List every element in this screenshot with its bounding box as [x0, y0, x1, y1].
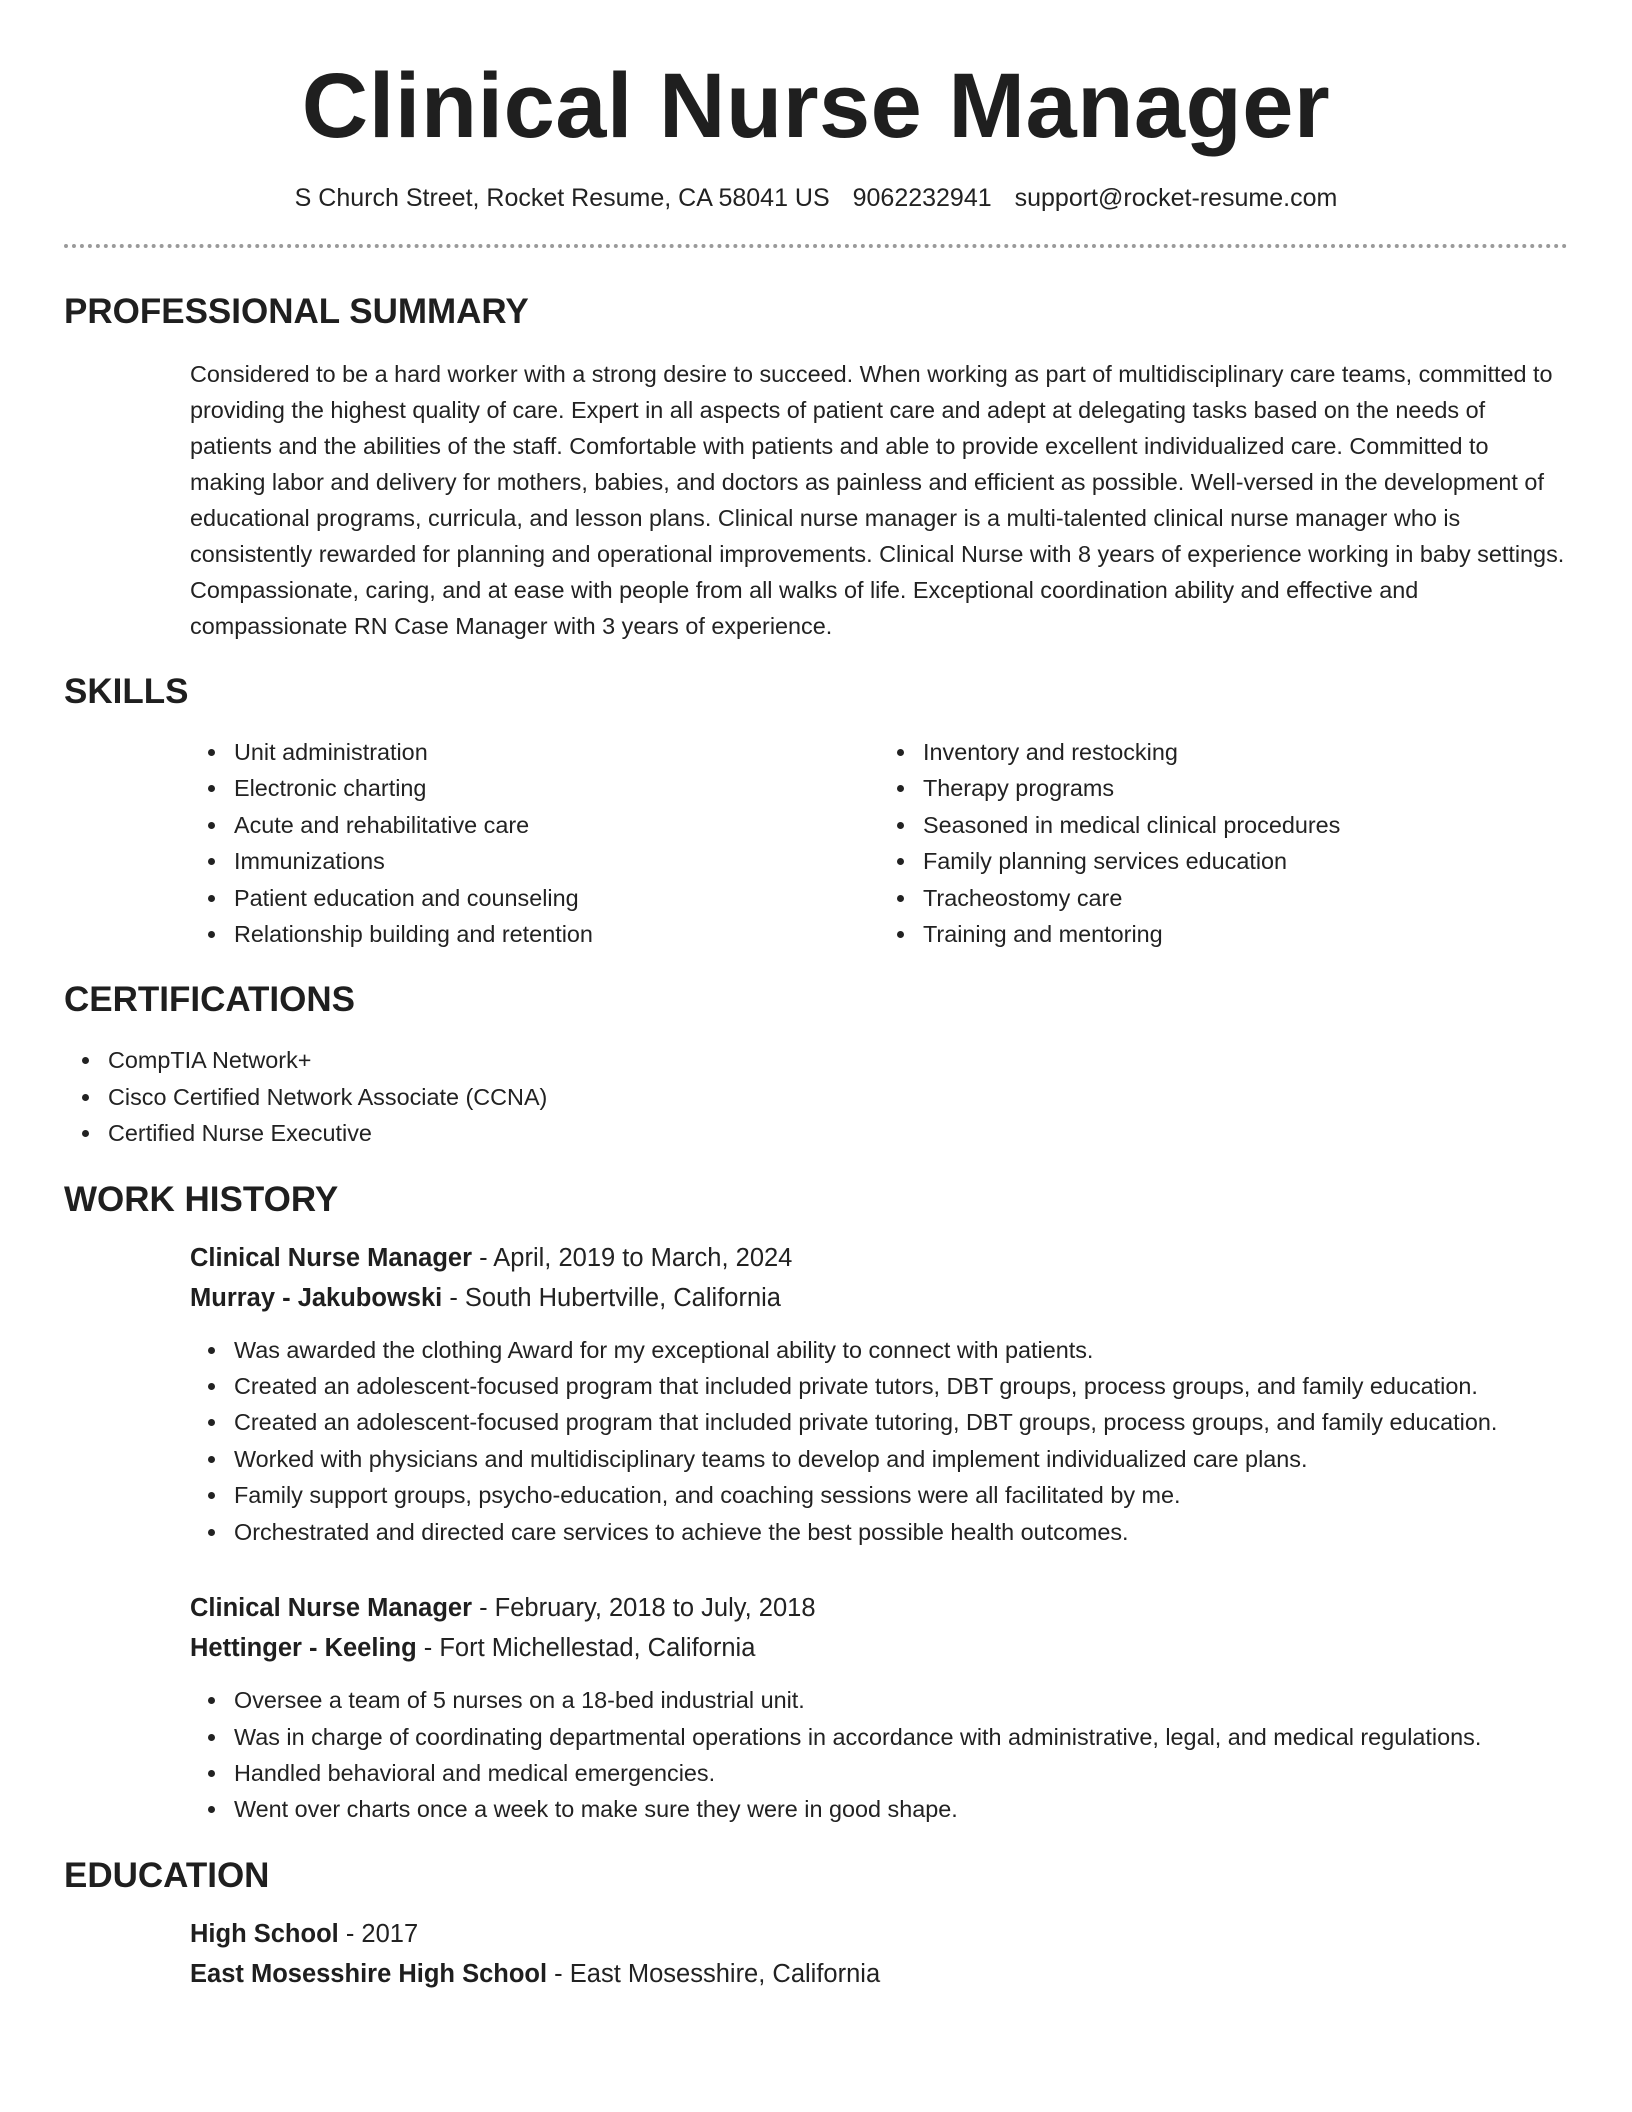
list-item: Cisco Certified Network Associate (CCNA) — [108, 1079, 1568, 1115]
list-item: Created an adolescent-focused program that included private tutors, DBT groups, process groups, and family education. — [234, 1368, 1568, 1404]
education-section — [64, 1854, 1568, 1994]
certifications-list — [64, 1042, 1568, 1151]
work-history-title: WORK HISTORY — [64, 1179, 339, 1219]
list-item: Electronic charting — [234, 770, 879, 806]
certifications-title: CERTIFICATIONS — [64, 980, 356, 1020]
education-school: East Mosesshire High School — [190, 1959, 548, 1988]
list-item: Unit administration — [234, 734, 879, 770]
job-bullets — [190, 1682, 1568, 1828]
list-item: Went over charts once a week to make sure they were in good shape. — [234, 1791, 1568, 1827]
job-company: Hettinger - Keeling — [190, 1634, 417, 1663]
job-role: Clinical Nurse Manager — [190, 1594, 473, 1623]
list-item: Certified Nurse Executive — [108, 1115, 1568, 1151]
education-entry — [190, 1914, 1568, 1994]
job-company-line — [190, 1278, 1568, 1318]
summary-title: PROFESSIONAL SUMMARY — [64, 292, 529, 331]
resume-name: Clinical Nurse Manager — [301, 55, 1331, 157]
skills-section — [64, 670, 1568, 952]
education-degree-line — [190, 1914, 1568, 1954]
skills-title: SKILLS — [64, 672, 189, 711]
list-item: Was awarded the clothing Award for my exceptional ability to connect with patients. — [234, 1332, 1568, 1368]
skills-right-list — [879, 734, 1568, 952]
list-item: CompTIA Network+ — [108, 1042, 1568, 1078]
job-location: - Fort Michellestad, California — [416, 1634, 756, 1663]
list-item: Therapy programs — [923, 770, 1568, 806]
skills-left-list — [190, 734, 879, 952]
contact-address: S Church Street, Rocket Resume, CA 58041 US — [294, 184, 830, 212]
list-item: Worked with physicians and multidisciplinary teams to develop and implement individualized care plans. — [234, 1441, 1568, 1477]
list-item: Family planning services education — [923, 843, 1568, 879]
contact-email: support@rocket-resume.com — [1014, 184, 1338, 212]
list-item: Immunizations — [234, 843, 879, 879]
job-dates: - April, 2019 to March, 2024 — [472, 1243, 793, 1272]
list-item: Tracheostomy care — [923, 880, 1568, 916]
contact-line — [64, 182, 1568, 214]
list-item: Created an adolescent-focused program that included private tutoring, DBT groups, process groups, and family education. — [234, 1404, 1568, 1440]
education-year: - 2017 — [338, 1919, 419, 1948]
job-entry — [190, 1238, 1568, 1550]
education-location: - East Mosesshire, California — [547, 1959, 881, 1988]
header-divider — [64, 244, 1568, 248]
list-item: Orchestrated and directed care services to achieve the best possible health outcomes. — [234, 1514, 1568, 1550]
job-entry — [190, 1588, 1568, 1828]
summary-text: Considered to be a hard worker with a strong desire to succeed. When working as part of multidisciplinary care teams, committed to providing the highest quality of care. Expert in all aspects of patient care and adept at delegating tasks based on the needs of patients and the abilities of the staff. Comfortable with patients and able to provide excellent individualized care. Committed to making labor and delivery for mothers, babies, and doctors as painless and efficient as possible. Well-versed in the development of educational programs, curricula, and lesson plans. Clinical nurse manager is a multi-talented clinical nurse manager who is consistently rewarded for planning and operational improvements. Clinical Nurse with 8 years of experience working in baby settings. Compassionate, caring, and at ease with people from all walks of life. Exceptional coordination ability and effective and compassionate RN Case Manager with 3 years of experience. — [190, 361, 1565, 639]
list-item: Acute and rehabilitative care — [234, 807, 879, 843]
list-item: Training and mentoring — [923, 916, 1568, 952]
list-item: Family support groups, psycho-education, and coaching sessions were all facilitated by me. — [234, 1477, 1568, 1513]
job-title-line — [190, 1238, 1568, 1278]
job-company-line — [190, 1628, 1568, 1668]
job-bullets — [190, 1332, 1568, 1550]
list-item: Patient education and counseling — [234, 880, 879, 916]
list-item: Seasoned in medical clinical procedures — [923, 807, 1568, 843]
summary-section — [64, 290, 1568, 644]
list-item: Inventory and restocking — [923, 734, 1568, 770]
job-location: - South Hubertville, California — [442, 1283, 781, 1312]
list-item: Handled behavioral and medical emergencies. — [234, 1755, 1568, 1791]
work-history-section — [64, 1178, 1568, 1828]
education-school-line — [190, 1954, 1568, 1994]
job-role: Clinical Nurse Manager — [190, 1243, 473, 1272]
job-dates: - February, 2018 to July, 2018 — [472, 1594, 816, 1623]
list-item: Relationship building and retention — [234, 916, 879, 952]
job-company: Murray - Jakubowski — [190, 1283, 443, 1312]
job-title-line — [190, 1588, 1568, 1628]
list-item: Oversee a team of 5 nurses on a 18-bed industrial unit. — [234, 1682, 1568, 1718]
education-degree: High School — [190, 1919, 339, 1948]
certifications-section — [64, 978, 1568, 1151]
list-item: Was in charge of coordinating departmental operations in accordance with administrative, legal, and medical regulations. — [234, 1719, 1568, 1755]
contact-phone: 9062232941 — [852, 184, 992, 212]
education-title: EDUCATION — [64, 1855, 270, 1895]
skills-columns — [190, 714, 1568, 952]
